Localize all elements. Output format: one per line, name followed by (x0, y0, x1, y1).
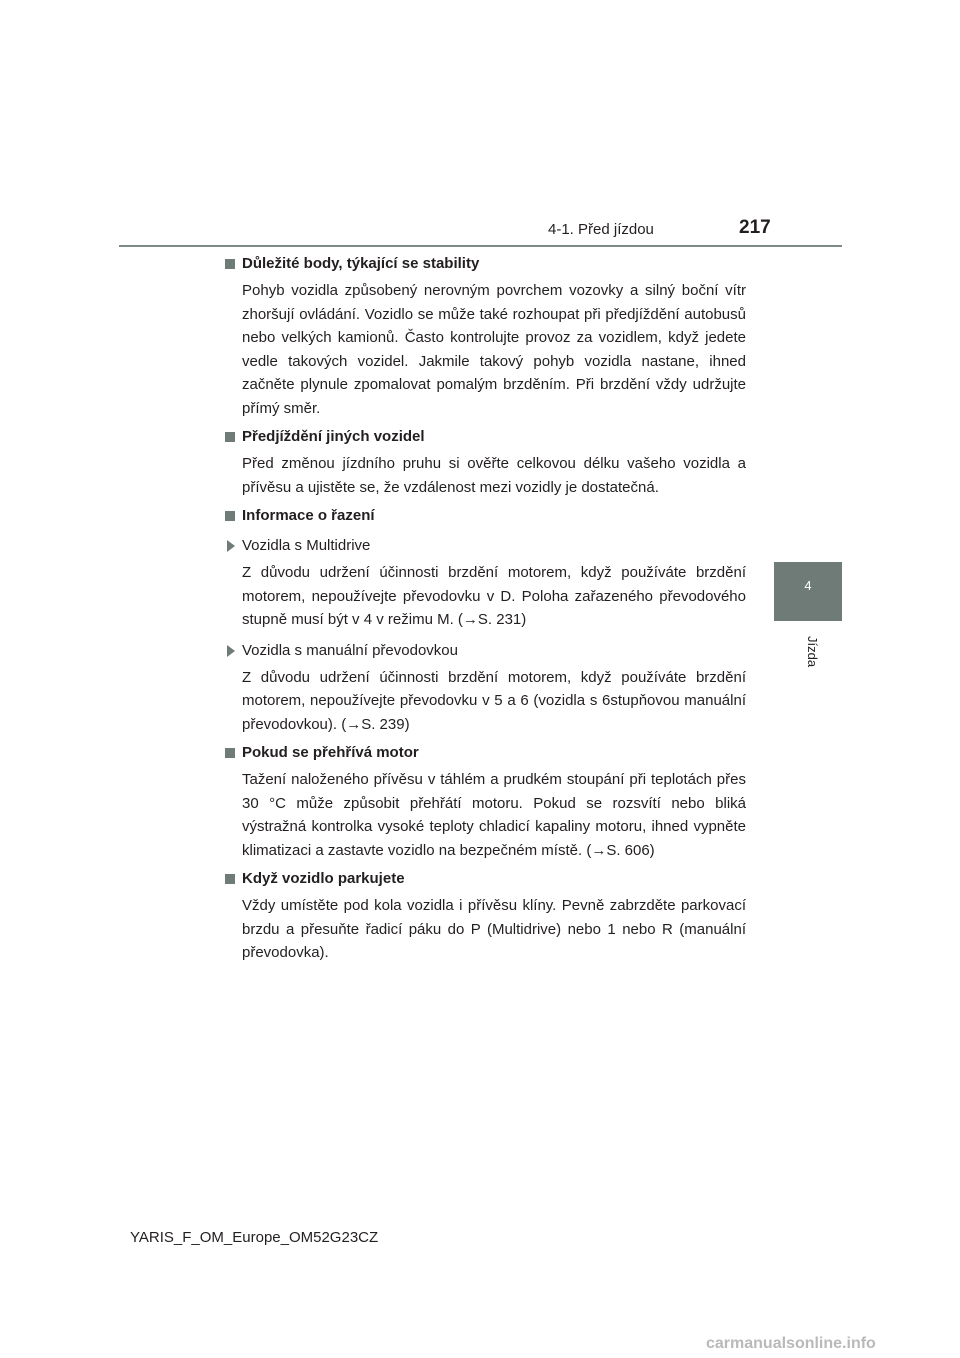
section-paragraph: Vždy umístěte pod kola vozidla i přívěsu klíny. Pevně zabrzděte parkovací brzdu a přesuňte řadicí páku do P (Multidrive) nebo 1 nebo R (manuální převodovka). (242, 897, 746, 961)
watermark[interactable]: carmanualsonline.info (706, 1335, 876, 1352)
section-heading: Pokud se přehřívá motor (224, 742, 746, 764)
section-paragraph: Pohyb vozidla způsobený nerovným povrchem vozovky a silný boční vítr zhoršují ovládání. Vozidlo se může také rozhoupat při předjíždění autobusů nebo velkých kamionů. Často kontrolujte provoz za vozidlem, když jedete vedle takových vozidel. Jakmile takový pohyb vozidla nastane, ihned začněte plynule zpomalovat pomalým brzděním. Při brzdění vždy udržujte přímý směr. (242, 282, 746, 417)
section-heading: Důležité body, týkající se stability (224, 253, 746, 275)
section-heading: Informace o řazení (224, 505, 746, 527)
section-parking (224, 868, 746, 965)
section-heading: Když vozidlo parkujete (224, 868, 746, 890)
subitem-paragraph: Z důvodu udržení účinnosti brzdění motorem, když používáte brzdění motorem, nepoužívejte převodovku v 5 a 6 (vozidla s 6stupňovou manuální převodovkou). (→S. 239) (242, 668, 746, 733)
square-bullet-icon (225, 748, 235, 758)
subitem-heading: Vozidla s manuální převodovkou (224, 640, 746, 662)
triangle-bullet-icon (227, 645, 235, 657)
page-content (224, 253, 746, 971)
section-paragraph: Tažení naloženého přívěsu v táhlém a prudkém stoupání při teplotách přes 30 °C může způsobit přehřátí motoru. Pokud se rozsvítí nebo bliká výstražná kontrolka vysoké teploty chladicí kapaliny motoru, ihned vypněte klimatizaci a zastavte vozidlo na bezpečném místě. (→S. 606) (242, 771, 746, 859)
square-bullet-icon (225, 259, 235, 269)
section-paragraph: Před změnou jízdního pruhu si ověřte celkovou délku vašeho vozidla a přívěsu a ujistěte se, že vzdálenost mezi vozidly je dostatečná. (242, 455, 746, 496)
page-number: 217 (739, 217, 771, 238)
triangle-bullet-icon (227, 540, 235, 552)
square-bullet-icon (225, 874, 235, 884)
header-section-title: 4-1. Před jízdou (548, 221, 654, 238)
section-heading: Předjíždění jiných vozidel (224, 426, 746, 448)
subitem-heading: Vozidla s Multidrive (224, 535, 746, 557)
section-overheating (224, 742, 746, 862)
square-bullet-icon (225, 511, 235, 521)
header-rule (119, 245, 842, 247)
section-overtaking (224, 426, 746, 499)
chapter-tab-number: 4 (804, 578, 812, 593)
chapter-tab-label: Jízda (805, 636, 820, 668)
square-bullet-icon (225, 432, 235, 442)
subitem-paragraph: Z důvodu udržení účinnosti brzdění motorem, když používáte brzdění motorem, nepoužívejte převodovku v D. Poloha zařazeného převodového stupně musí být v 4 v režimu M. (→S. 231) (242, 564, 746, 628)
section-stability (224, 253, 746, 420)
section-shifting (224, 505, 746, 736)
chapter-tab[interactable] (774, 562, 842, 621)
